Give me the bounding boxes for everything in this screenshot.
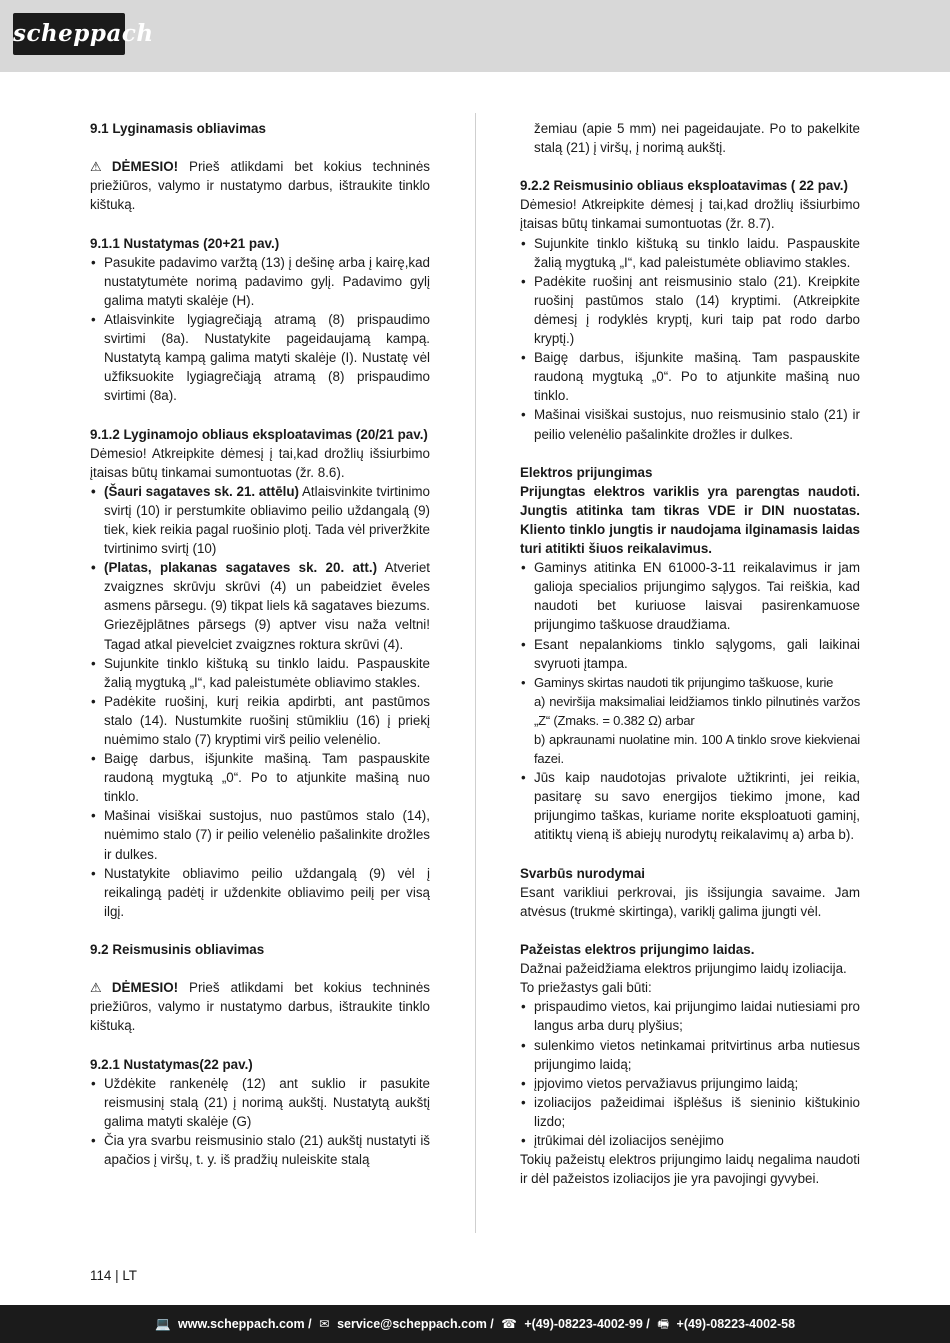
bullet-list — [90, 253, 430, 406]
warning-paragraph — [90, 978, 430, 1035]
bold-paragraph: Prijungtas elektros variklis yra parengtas naudoti. Jungtis atitinka tam tikras VDE ir DIN nuostatas. Kliento tinklo jungtis ir naudojama ilginamasis laidas turi atitikti šiuos reikalavimus. — [520, 483, 860, 557]
list-item: • Sujunkite tinklo kištuką su tinklo laidu. Paspauskite žalią mygtuką „I“, kad paleistumėte obliavimo stakles. — [520, 234, 860, 272]
subsection-title: 9.1.1 Nustatymas (20+21 pav.) — [90, 235, 280, 251]
page-number-value: 114 — [90, 1268, 112, 1283]
continued-paragraph: žemiau (apie 5 mm) nei pageidaujate. Po to pakelkite stalą (21) į viršų, į norimą aukštį. — [534, 121, 860, 156]
list-item: • izoliacijos pažeidimai išplėšus iš sieninio kištukinio lizdo; — [520, 1093, 860, 1131]
phone-icon: ☎ — [501, 1317, 517, 1331]
list-item — [90, 482, 430, 558]
warning-label: DĖMESIO! — [111, 159, 179, 175]
section-title: Svarbūs nurodymai — [520, 865, 646, 881]
language-code: LT — [122, 1268, 137, 1283]
list-item: • Mašinai visiškai sustojus, nuo pastūmos stalo (14), nuėmimo stalo (7) ir peilio velenėlio pašalinkite drožles ir dulkes. — [90, 806, 430, 863]
list-item-text: Atveriet zvaigznes skrūvju skrūvi (4) un pabeidziet ēveles asmens pārsegu. (9) tikpat liels kā sagataves biezums. Griezējplātnes pārsegs (9) aptver visu naža veltni! Tagad atkal pievelciet zvaigznes roktura skrūvi (4). — [104, 560, 430, 652]
bullet-list — [90, 482, 430, 921]
email-link[interactable]: service@scheppach.com / — [337, 1317, 494, 1331]
list-item — [90, 558, 430, 653]
right-column — [520, 119, 860, 1188]
list-item: • sulenkimo vietos netinkamai pritvirtinus arba nutiesus prijungimo laidą; — [520, 1036, 860, 1074]
warning-paragraph — [90, 157, 430, 214]
subsection-title: 9.2.1 Nustatymas(22 pav.) — [90, 1056, 253, 1072]
list-item: • Sujunkite tinklo kištuką su tinklo laidu. Paspauskite žalią mygtuką „I“, kad paleistumėte obliavimo stakles. — [90, 654, 430, 692]
list-item: • Atlaisvinkite lygiagrečiąją atramą (8) prispaudimo svirtimi (8a). Nustatykite pageidaujamą kampą. Nustatytą kampą galima matyti skalėje (I). Nustatę vėl užfiksuokite lygiagrečiąją atramą (8) prispaudimo svirtimi (8a). — [90, 310, 430, 405]
list-item-line: • Gaminys skirtas naudoti tik prijungimo taškuose, kurie — [534, 674, 834, 690]
paragraph: To priežastys gali būti: — [520, 980, 652, 996]
section-title: Pažeistas elektros prijungimo laidas. — [520, 942, 755, 958]
paragraph: Esant varikliui perkrovai, jis išsijungia savaime. Jam atvėsus (trukmė skirtinga), variklį galima įjungti vėl. — [520, 884, 860, 919]
list-item: • Padėkite ruošinį ant reismusinio stalo (21). Kreipkite ruošinį pastūmos stalo (14) kryptimi. (Atkreipkite dėmesį į rodyklės kryptį, kuri taip pat rodo darbo kryptį.) — [520, 272, 860, 348]
list-item: • Pasukite padavimo varžtą (13) į dešinę arba į kairę,kad nustatytumėte norimą padavimo gylį. Padavimo gylį galima matyti skalėje (H). — [90, 253, 430, 310]
list-item-bold: (Platas, plakanas sagataves sk. 20. att.) — [104, 560, 378, 576]
mail-icon: ✉ — [319, 1317, 330, 1331]
warning-triangle-icon: ⚠ — [90, 159, 109, 175]
list-item-text: Atlaisvinkite tvirtinimo svirtį (10) ir perstumkite obliavimo peilio uždangalą (9) tiek, kiek reikia pagal ruošinio plotį. Tada vėl priveržkite tvirtinimo svirtį (10) — [104, 483, 430, 557]
list-item: • Uždėkite rankenėlę (12) ant suklio ir pasukite reismusinį stalą (21) į norimą aukštį. Nustatytą aukštį galima matyti skalėje (G) — [90, 1074, 430, 1131]
list-item: • Čia yra svarbu reismusinio stalo (21) aukštį nustatyti iš apačios į viršų, t. y. iš pradžių nuleiskite stalą — [90, 1131, 430, 1169]
list-item — [520, 673, 860, 768]
list-item: • Padėkite ruošinį, kurį reikia apdirbti, ant pastūmos stalo (14). Nustumkite ruošinį stūmikliu (16) į priekį nuėmimo stalo (7) kryptimi virš peilio velenėlio. — [90, 692, 430, 749]
column-divider — [475, 113, 476, 1233]
warning-triangle-icon: ⚠ — [90, 980, 109, 996]
bullet-list — [520, 997, 860, 1150]
page-number-separator: | — [115, 1268, 119, 1283]
list-item: • Nustatykite obliavimo peilio uždangalą (9) vėl į reikalingą padėtį ir uždenkite obliavimo peilį per visą ilgį. — [90, 864, 430, 921]
list-item: • prispaudimo vietos, kai prijungimo laidai nutiesiami pro langus arba durų plyšius; — [520, 997, 860, 1035]
list-item: • Esant nepalankioms tinklo sąlygoms, gali laikinai svyruoti įtampa. — [520, 635, 860, 673]
subsection-title: 9.2.2 Reismusinio obliaus eksploatavimas ( 22 pav.) — [520, 178, 848, 194]
paragraph: Tokių pažeistų elektros prijungimo laidų negalima naudoti ir dėl pažeistos izoliacijos jie yra pavojingi gyvybei. — [520, 1152, 860, 1187]
laptop-icon: 💻 — [154, 1317, 171, 1331]
left-column — [90, 119, 430, 1169]
section-title: Elektros prijungimas — [520, 464, 653, 480]
list-item: • įpjovimo vietos pervažiavus prijungimo laidą; — [520, 1074, 860, 1093]
subsection-title: 9.1.2 Lyginamojo obliaus eksploatavimas (20/21 pav.) — [90, 426, 428, 442]
list-item: • Mašinai visiškai sustojus, nuo reismusinio stalo (21) ir peilio velenėlio pašalinkite drožles ir dulkes. — [520, 405, 860, 443]
list-item-line: b) apkraunami nuolatine min. 100 A tinklo srove kiekvienai fazei. — [534, 732, 860, 767]
header-bar — [0, 0, 950, 72]
list-item: • Baigę darbus, išjunkite mašiną. Tam paspauskite raudoną mygtuką „0“. Po to atjunkite mašiną nuo tinklo. — [90, 749, 430, 806]
website-link[interactable]: www.scheppach.com / — [178, 1317, 312, 1331]
list-item-line: a) neviršija maksimaliai leidžiamos tinklo pilnutinės varžos „Z“ (Zmaks. = 0.382 Ω) arbar — [534, 693, 860, 728]
warning-text: Prieš atlikdami bet kokius techninės priežiūros, valymo ir nustatymo darbus, ištraukite tinklo kištuką. — [90, 159, 431, 213]
section-title: 9.2 Reismusinis obliavimas — [90, 942, 265, 958]
warning-label: DĖMESIO! — [111, 980, 179, 996]
bullet-list — [520, 234, 860, 444]
intro-paragraph: Dėmesio! Atkreipkite dėmesį į tai,kad drožlių išsiurbimo įtaisas būtų tinkamai sumontuotas (žr. 8.7). — [520, 197, 860, 232]
list-item-bold: (Šauri sagataves sk. 21. attēlu) — [104, 483, 300, 499]
list-item: • Jūs kaip naudotojas privalote užtikrinti, jei reikia, pasitarę su savo energijos tiekimo įmone, kad prijungimo taškas, kuriame norite eksploatuoti gaminį, atitiktų vieną iš abiejų nurodytų reikalavimų a) arba b). — [520, 768, 860, 844]
paragraph: Dažnai pažeidžiama elektros prijungimo laidų izoliacija. — [520, 961, 847, 977]
footer-contact-bar — [0, 1305, 950, 1343]
bullet-list — [520, 558, 860, 844]
page-number — [90, 1266, 137, 1285]
intro-paragraph: Dėmesio! Atkreipkite dėmesį į tai,kad drožlių išsiurbimo įtaisas būtų tinkamai sumontuotas (žr. 8.6). — [90, 445, 430, 480]
bullet-list — [90, 1074, 430, 1169]
fax-icon: 🖷 — [657, 1317, 670, 1331]
phone-number: +(49)-08223-4002-99 / — [524, 1317, 650, 1331]
section-title: 9.1 Lyginamasis obliavimas — [90, 121, 266, 136]
list-item: • Gaminys atitinka EN 61000-3-11 reikalavimus ir jam galioja specialios prijungimo sąlygos. Tai reiškia, kad naudoti bet kuriuose laisvai pasirenkamuose prijungimo taškuose draudžiama. — [520, 558, 860, 634]
brand-logo: scheppach — [13, 13, 125, 55]
list-item: • Baigę darbus, išjunkite mašiną. Tam paspauskite raudoną mygtuką „0“. Po to atjunkite mašiną nuo tinklo. — [520, 348, 860, 405]
warning-text: Prieš atlikdami bet kokius techninės priežiūros, valymo ir nustatymo darbus, ištraukite tinklo kištuką. — [90, 980, 431, 1034]
list-item: • įtrūkimai dėl izoliacijos senėjimo — [520, 1131, 860, 1150]
fax-number: +(49)-08223-4002-58 — [676, 1317, 796, 1331]
